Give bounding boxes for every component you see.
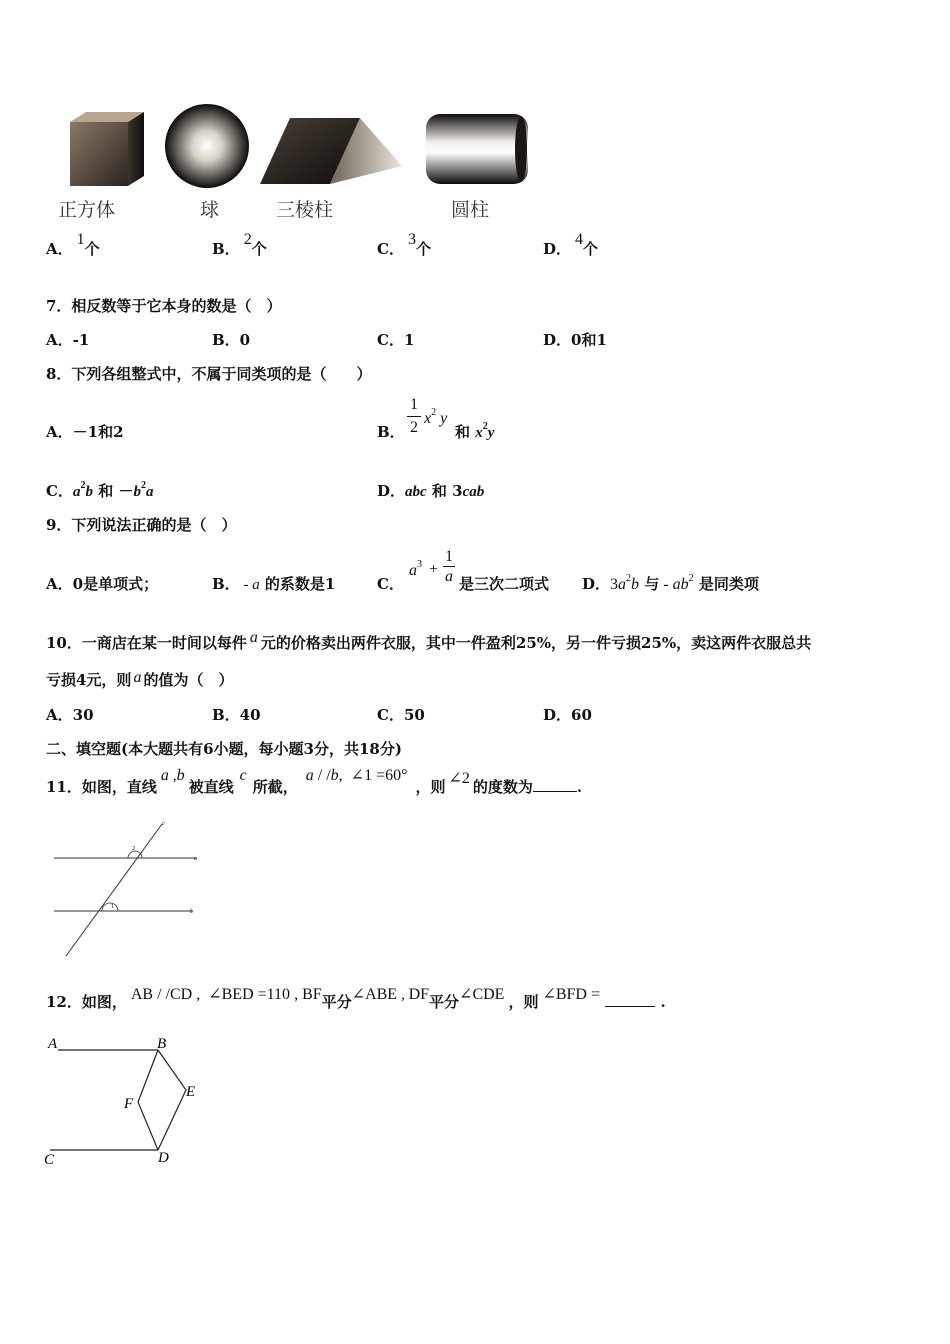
path-bfd [138,1050,158,1150]
cube-figure [70,112,144,186]
q7-stem: 7．相反数等于它本身的数是（ ） [46,297,282,315]
q7-option-d[interactable]: D．0和1 [543,331,607,349]
q12-answer-blank[interactable] [605,1006,655,1007]
label-a: A [48,1036,58,1052]
q9-option-b[interactable]: B． - a 的系数是1 [212,575,336,593]
sphere-figure [165,104,249,188]
label-a: a [194,856,197,862]
q6-option-c[interactable]: C．3个 [377,231,431,258]
label-b: b [190,909,193,915]
figure-q11 [50,818,210,960]
q7-option-b[interactable]: B．0 [212,331,251,349]
label-f: F [124,1096,134,1112]
q6-option-a[interactable]: A．1个 [46,231,100,258]
q8-option-a[interactable]: A．－1和2 [46,423,124,441]
shape-label-prism: 三棱柱 [276,199,334,221]
q7-option-a[interactable]: A．-1 [46,331,90,349]
q11-text: 11．如图，直线a ,b被直线c所截，a / /b, ∠1 =60°，则 ∠2 的度数为 . [46,767,583,796]
q9-option-d[interactable]: D．$3a^2b$ 与 - $ab^2$ 是同类项 [582,573,759,593]
label-angle1: 1 [111,904,114,910]
shape-label-cylinder: 圆柱 [451,199,490,221]
line-c [66,824,162,956]
q8-option-b[interactable]: B． [377,423,405,441]
shape-label-sphere: 球 [200,199,220,221]
label-c: c [162,821,165,827]
q8-b-expr1: $x^2$ y [424,407,448,427]
label-c: C [44,1152,55,1168]
q10-option-d[interactable]: D．60 [543,706,592,724]
q12-text: 12．如图， AB / /CD , ∠BED =110 , BF平分∠ABE , DF平分∠CDE ，则 ∠BFD = . [46,986,666,1011]
q10-line1: 10．一商店在某一时间以每件 a 元的价格卖出两件衣服，其中一件盈利25%，另一件亏损25%，卖这两件衣服总共 [46,629,812,652]
label-b: B [157,1036,167,1052]
q8-b-fraction: 1 2 [407,396,421,437]
angle-1-arc [102,903,118,911]
q9-c-text: 是三次二项式 [459,575,550,593]
q8-stem: 8．下列各组整式中，不属于同类项的是（ ） [46,365,372,383]
q9-option-c[interactable]: C． [377,575,404,593]
q9-c-a3: $a^3$ [409,559,422,579]
q9-c-plus: + [429,561,439,578]
cylinder-figure [426,114,528,184]
shape-label-cube: 正方体 [58,199,116,221]
q11-answer-blank[interactable] [533,791,577,792]
q6-option-d[interactable]: D．4个 [543,231,599,258]
label-angle2: 2 [132,846,135,852]
q10-option-c[interactable]: C．50 [377,706,425,724]
q8-option-d[interactable]: D．abc 和 3cab [377,482,485,500]
q10-option-a[interactable]: A．30 [46,706,94,724]
q8-option-c[interactable]: C．$a^2b$ 和 $-b^2a$ [46,480,154,500]
q7-option-c[interactable]: C．1 [377,331,415,349]
q8-b-and: 和 $x^2y$ [455,421,495,441]
label-e: E [186,1084,196,1100]
q9-c-fraction: 1 a [445,548,453,585]
path-bed [158,1050,186,1150]
q10-option-b[interactable]: B．40 [212,706,261,724]
q6-option-b[interactable]: B．2个 [212,231,267,258]
section-2-heading: 二、填空题(本大题共有6小题，每小题3分，共18分) [46,740,402,758]
q9-stem: 9．下列说法正确的是（ ） [46,516,237,534]
q10-line2: 亏损4元，则 a 的值为（ ） [46,669,234,689]
triangular-prism-figure [260,118,402,184]
solid-figures [60,100,550,195]
figure-q12 [40,1030,220,1170]
label-d: D [158,1150,169,1166]
q9-option-a[interactable]: A．0是单项式； [46,575,159,593]
